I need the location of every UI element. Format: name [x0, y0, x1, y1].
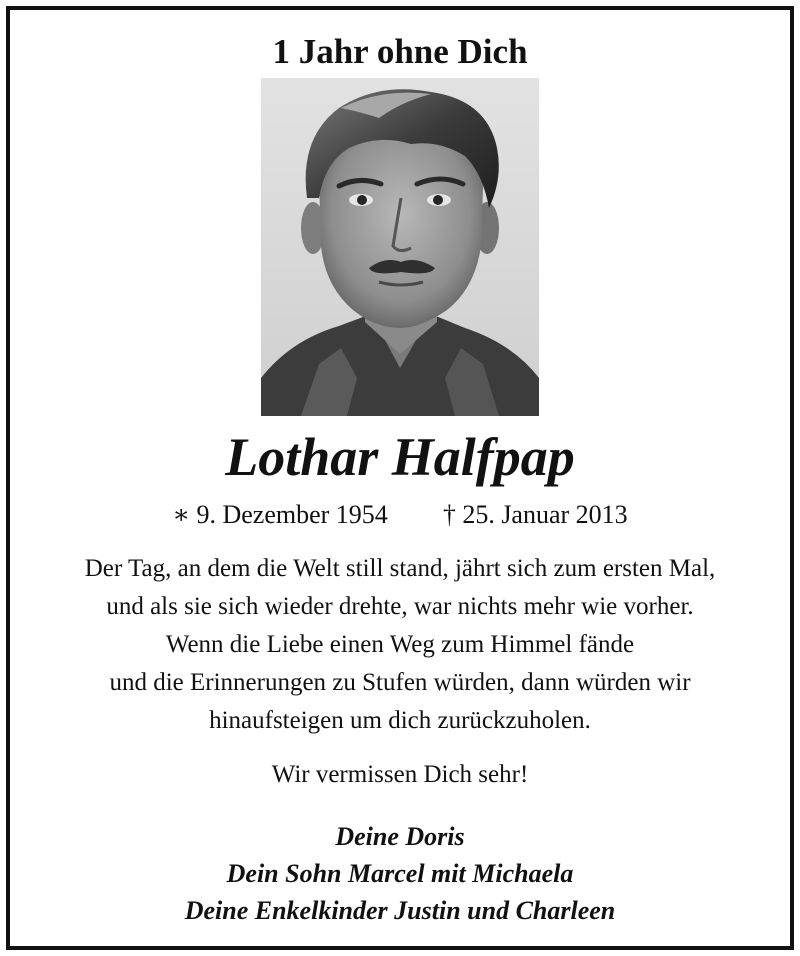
- death-symbol: †: [442, 500, 456, 529]
- verse-line: Wenn die Liebe einen Weg zum Himmel fände: [165, 631, 635, 658]
- signer: Deine Doris: [335, 822, 465, 851]
- birth-date: 9. Dezember 1954: [196, 500, 388, 529]
- closing-line: Wir vermissen Dich sehr!: [271, 761, 529, 788]
- birth-symbol: ∗: [172, 500, 190, 529]
- signer: Dein Sohn Marcel mit Michaela: [226, 859, 574, 888]
- verse-line: hinaufsteigen um dich zurückzuholen.: [209, 707, 591, 734]
- deceased-name: Lothar Halfpap: [225, 427, 575, 487]
- verse-line: Der Tag, an dem die Welt still stand, jährt sich zum ersten Mal,: [84, 555, 716, 582]
- portrait-illustration: [261, 78, 539, 416]
- notice-heading: 1 Jahr ohne Dich: [272, 32, 528, 71]
- death-date: 25. Januar 2013: [462, 500, 628, 529]
- verse-line: und die Erinnerungen zu Stufen würden, dann würden wir: [109, 669, 691, 696]
- signers-list: [0, 818, 800, 929]
- signer: Deine Enkelkinder Justin und Charleen: [184, 896, 616, 925]
- life-dates: [0, 498, 800, 532]
- memorial-verse: [0, 550, 800, 740]
- portrait-photo: [261, 78, 539, 416]
- verse-line: und als sie sich wieder drehte, war nichts mehr wie vorher.: [106, 593, 694, 620]
